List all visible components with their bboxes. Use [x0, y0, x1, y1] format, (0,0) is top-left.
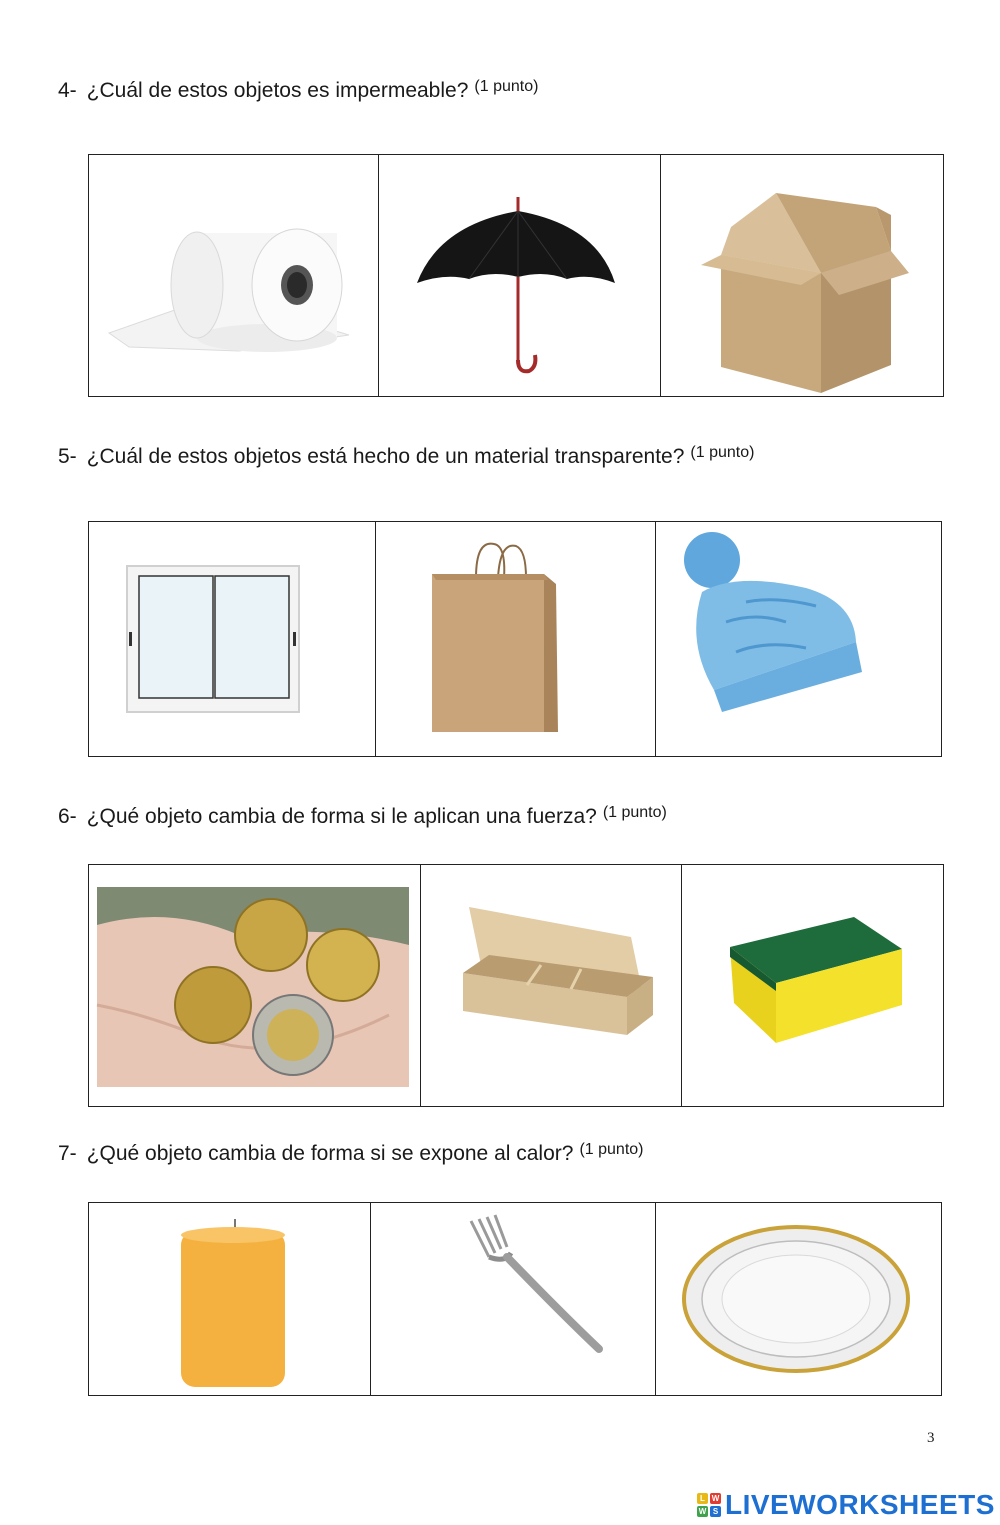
question-points: (1 punto) [690, 444, 755, 461]
question-5 [58, 444, 754, 472]
wooden-box-image [421, 865, 681, 1106]
paper-bag-image [376, 522, 655, 756]
option-fork[interactable] [371, 1203, 656, 1396]
question-points: (1 punto) [474, 78, 539, 95]
option-toilet-paper[interactable] [89, 155, 379, 397]
question-4 [58, 78, 538, 106]
question-points: (1 punto) [602, 804, 667, 821]
question-6 [58, 804, 667, 832]
logo-letter: W [698, 1507, 707, 1516]
question-number: 5- [58, 445, 77, 468]
option-umbrella[interactable] [379, 155, 661, 397]
options-table-7 [88, 1202, 942, 1396]
wool-beanie-image [656, 522, 941, 756]
window-image [89, 522, 375, 756]
page-number: 3 [927, 1430, 935, 1446]
question-number: 7- [58, 1142, 77, 1165]
option-plate[interactable] [656, 1203, 942, 1396]
question-points: (1 punto) [579, 1141, 644, 1158]
option-paper-bag[interactable] [376, 522, 656, 757]
candle-image [89, 1203, 370, 1395]
question-text: ¿Cuál de estos objetos es impermeable? [86, 79, 469, 102]
option-sponge[interactable] [682, 865, 944, 1107]
option-coins[interactable] [89, 865, 421, 1107]
cardboard-box-image [661, 155, 943, 396]
option-candle[interactable] [89, 1203, 371, 1396]
question-text: ¿Qué objeto cambia de forma si le aplican una fuerza? [86, 805, 597, 828]
kitchen-sponge-image [682, 865, 943, 1106]
question-7 [58, 1141, 644, 1169]
fork-image [371, 1203, 655, 1395]
liveworksheets-logo [697, 1488, 995, 1522]
options-table-5 [88, 521, 942, 757]
coins-in-hand-image [89, 865, 420, 1106]
option-window[interactable] [89, 522, 376, 757]
logo-letter: W [711, 1494, 720, 1503]
question-number: 6- [58, 805, 77, 828]
option-wooden-box[interactable] [421, 865, 682, 1107]
logo-letter: L [697, 1493, 708, 1504]
option-beanie[interactable] [656, 522, 942, 757]
question-number: 4- [58, 79, 77, 102]
glass-plate-image [656, 1203, 941, 1395]
question-text: ¿Qué objeto cambia de forma si se expone al calor? [86, 1142, 574, 1165]
option-cardboard-box[interactable] [661, 155, 944, 397]
toilet-paper-roll-image [89, 155, 378, 396]
logo-icon [697, 1493, 721, 1517]
options-table-4 [88, 154, 944, 397]
umbrella-image [379, 155, 660, 396]
question-text: ¿Cuál de estos objetos está hecho de un material transparente? [86, 445, 685, 468]
options-table-6 [88, 864, 944, 1107]
logo-letter: S [710, 1506, 721, 1517]
brand-name: LIVEWORKSHEETS [725, 1489, 995, 1520]
